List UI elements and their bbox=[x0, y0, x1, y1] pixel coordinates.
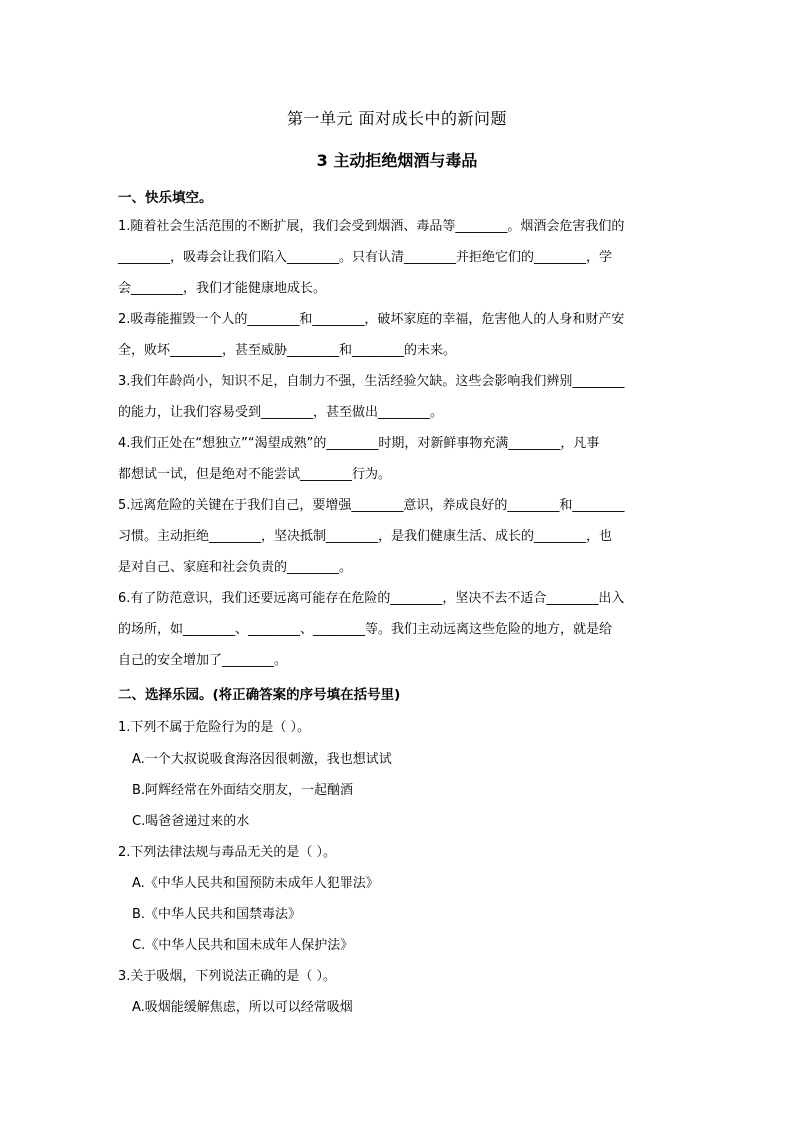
fill-in-item-6 bbox=[118, 583, 678, 676]
item-line: 6.有了防范意识，我们还要远离可能存在危险的________，坚决不去不适合________出入 bbox=[118, 591, 625, 606]
fill-in-item-4 bbox=[118, 428, 678, 490]
section-heading-fill-in: 一、快乐填空。 bbox=[118, 190, 213, 206]
item-line: ________，吸毒会让我们陷入________。只有认清________并拒绝它们的________，学 bbox=[118, 250, 613, 265]
fill-in-item-5 bbox=[118, 490, 678, 583]
choice-option: A.一个大叔说吸食海洛因很刺激，我也想试试 bbox=[132, 752, 392, 767]
item-line: 1.随着社会生活范围的不断扩展，我们会受到烟酒、毒品等________。烟酒会危害我们的 bbox=[118, 219, 625, 234]
choice-question-1: 1.下列不属于危险行为的是（ ）。 bbox=[118, 720, 311, 735]
choice-option: B.阿辉经常在外面结交朋友，一起酗酒 bbox=[132, 783, 354, 798]
choice-option: B.《中华人民共和国禁毒法》 bbox=[132, 907, 302, 922]
item-line: 2.吸毒能摧毁一个人的________和________，破坏家庭的幸福，危害他人的人身和财产安 bbox=[118, 312, 625, 327]
item-line: 3.我们年龄尚小，知识不足，自制力不强，生活经验欠缺。这些会影响我们辨别________ bbox=[118, 374, 625, 389]
item-line: 习惯。主动拒绝________，坚决抵制________，是我们健康生活、成长的________，也 bbox=[118, 529, 613, 544]
fill-in-item-3 bbox=[118, 366, 678, 428]
item-line: 是对自己、家庭和社会负责的________。 bbox=[118, 560, 353, 575]
choice-option: A.《中华人民共和国预防未成年人犯罪法》 bbox=[132, 876, 379, 891]
item-line: 会________，我们才能健康地成长。 bbox=[118, 281, 327, 296]
item-line: 的能力，让我们容易受到________，甚至做出________。 bbox=[118, 405, 444, 420]
choice-question-2: 2.下列法律法规与毒品无关的是（ ）。 bbox=[118, 845, 337, 860]
fill-in-item-2 bbox=[118, 304, 678, 366]
item-line: 全，败坏________，甚至威胁________和________的未来。 bbox=[118, 343, 457, 358]
choice-option: C.《中华人民共和国未成年人保护法》 bbox=[132, 938, 354, 953]
item-line: 的场所，如________、________、________等。我们主动远离这些危险的地方，就是给 bbox=[118, 622, 613, 637]
item-line: 都想试一试，但是绝对不能尝试________行为。 bbox=[118, 467, 392, 482]
item-line: 自己的安全增加了________。 bbox=[118, 653, 288, 668]
choice-question-3: 3.关于吸烟，下列说法正确的是（ ）。 bbox=[118, 969, 337, 984]
item-line: 4.我们正处在“想独立”“渴望成熟”的________时期，对新鲜事物充满________，凡事 bbox=[118, 436, 600, 451]
fill-in-item-1 bbox=[118, 211, 678, 304]
section-heading-multiple-choice: 二、选择乐园。(将正确答案的序号填在括号里) bbox=[118, 687, 401, 703]
lesson-title: 3 主动拒绝烟酒与毒品 bbox=[316, 151, 478, 170]
unit-title: 第一单元 面对成长中的新问题 bbox=[286, 109, 508, 128]
item-line: 5.远离危险的关键在于我们自己，要增强________意识，养成良好的________和________ bbox=[118, 498, 625, 513]
choice-option: C.喝爸爸递过来的水 bbox=[132, 814, 250, 829]
choice-option: A.吸烟能缓解焦虑，所以可以经常吸烟 bbox=[132, 1000, 353, 1015]
